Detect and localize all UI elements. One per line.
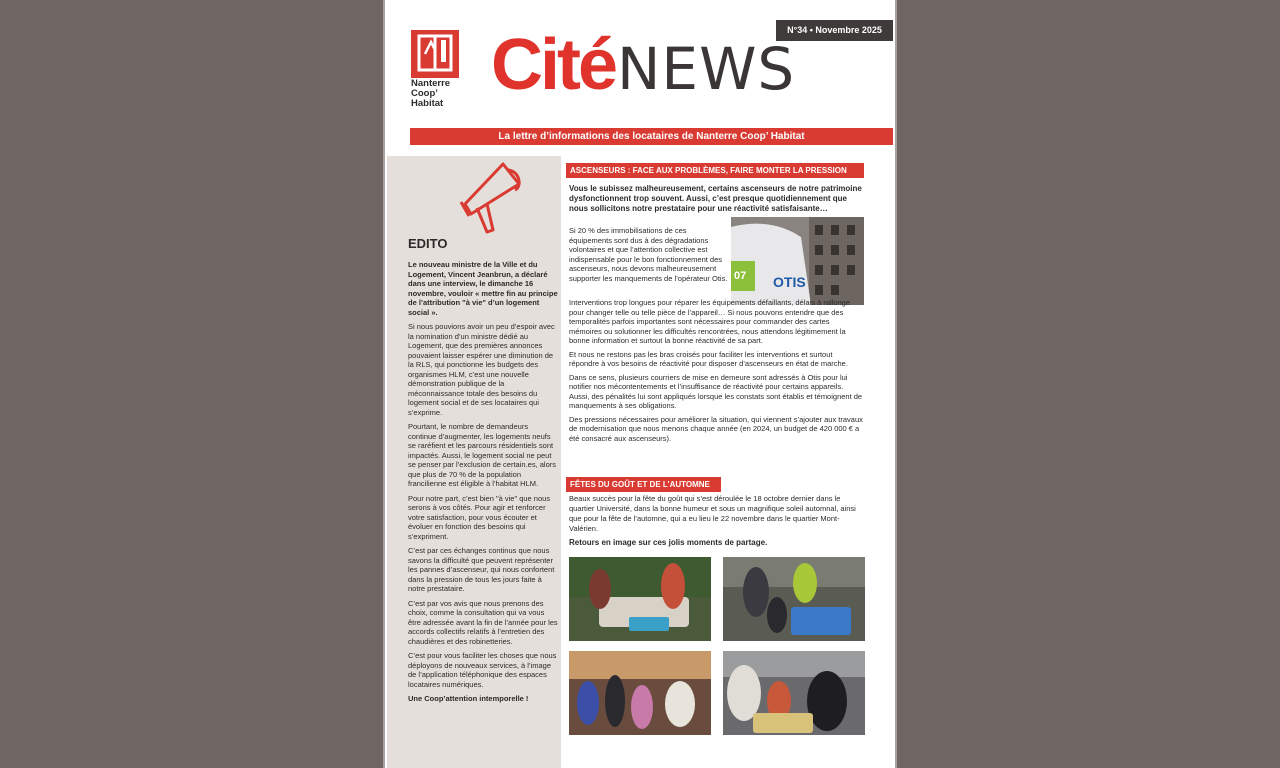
masthead-news: NEWS: [617, 35, 796, 103]
event-photo: [723, 651, 865, 735]
edito-column: [387, 156, 561, 768]
edito-heading: EDITO: [408, 236, 448, 251]
van-number: 07: [734, 270, 747, 282]
lifts-paragraph: Si 20 % des immobilisations de ces équipements sont dus à des dégradations volontaires et que l’attention collective est indispensable pour le bon fonctionnement des ascenseurs, nous devons malheureusement supporter les manquements de l’opérateur Otis.: [569, 226, 728, 283]
otis-van-photo: [731, 217, 864, 305]
tagline-banner: La lettre d’informations des locataires de Nanterre Coop’ Habitat: [410, 128, 893, 145]
logo-line-2: Coop’: [411, 88, 438, 99]
van-brand: OTIS: [773, 274, 806, 290]
megaphone-icon: [459, 162, 527, 236]
edito-paragraph: C’est par ces échanges continus que nous savons la difficulté que peuvent représenter les pannes d’ascenseur, qui nous confortent dans la pression de tous les jours faite à notre prestataire.: [408, 546, 555, 593]
event-photo: [569, 651, 711, 735]
fetes-heading: FÊTES DU GOÛT ET DE L’AUTOMNE: [566, 477, 721, 492]
fetes-text: Beaux succès pour la fête du goût qui s’est déroulée le 18 octobre dernier dans le quartier Université, dans la bonne humeur et sous un magnifique soleil automnal, ainsi que pour la fête de l’automne, qui a eu lieu le 22 novembre dans le quartier Mont-Valérien.: [569, 494, 856, 533]
edito-lead: Le nouveau ministre de la Ville et du Logement, Vincent Jeanbrun, a déclaré dans une interview, le dimanche 16 novembre, vouloir « mettre fin au principe de l’attribution "à vie" d’un logement social ».: [408, 260, 558, 317]
edito-paragraph: C’est par vos avis que nous prenons des choix, comme la consultation qui va vous être adressée avant la fin de l’année pour les accords collectifs relatifs à l’entretien des chaudières et des robinetteries.: [408, 598, 558, 646]
lifts-paragraph: Et nous ne restons pas les bras croisés pour faciliter les interventions et surtout répondre à vos besoins de réactivité pour disposer d’ascenseurs en état de marche.: [569, 349, 848, 368]
event-photo: [723, 557, 865, 641]
event-photo: [569, 557, 711, 641]
logo-line-3: Habitat: [411, 98, 444, 109]
edito-signoff: Une Coop’attention intemporelle !: [408, 694, 529, 703]
edito-paragraph: Si nous pouvions avoir un peu d’espoir avec la nomination d’un ministre dédié au Logement, que des premières annonces pouvaient laisser espérer une diminution de la RLS, qui ponctionne les budgets des organismes HLM, c’est une nouvelle démonstration publique de la méconnaissance totale des besoins du logement social et de ses locataires qui s’exprime.: [408, 322, 555, 417]
building-logo-icon: [411, 30, 459, 78]
lifts-paragraph: Interventions trop longues pour réparer les équipements défaillants, délais à rallonge pour changer telle ou telle pièce de l’appareil… Si nous pouvons entendre que des temporalités parfois importantes sont nécessaires pour commander des cartes mémoires ou solutionner les difficultés rencontrées, nous attendons légitimement la bonne information et surtout la bonne réactivité de sa part.: [569, 298, 851, 345]
masthead-title: [491, 24, 795, 114]
lifts-intro: Vous le subissez malheureusement, certains ascenseurs de notre patrimoine dysfonctionnent trop souvent. Aussi, c’est presque quotidiennement que nous sollicitons notre prestataire pour une réactivité satisfaisante…: [569, 184, 862, 213]
newsletter-page: [385, 0, 895, 768]
lifts-paragraph: Des pressions nécessaires pour améliorer la situation, qui viennent s’ajouter aux travaux de modernisation que nous menons chaque année (en 2024, un budget de 420 000 € a été consacré aux ascenseurs).: [569, 414, 863, 443]
fetes-caption: Retours en image sur ces jolis moments de partage.: [569, 538, 768, 547]
issue-badge: N°34 • Novembre 2025: [776, 20, 893, 41]
edito-paragraph: C’est pour vous faciliter les choses que nous déployons de nouveaux services, à l’image de l’application téléphonique des espaces locataires numériques.: [408, 651, 557, 689]
publisher-logo: [411, 30, 463, 109]
masthead-cite: Cité: [491, 25, 616, 105]
lifts-heading: ASCENSEURS : FACE AUX PROBLÈMES, FAIRE MONTER LA PRESSION: [566, 163, 864, 178]
logo-line-1: Nanterre: [411, 78, 451, 89]
lifts-paragraph: Dans ce sens, plusieurs courriers de mise en demeure sont adressés à Otis pour lui notifier nos mécontentements et l’insuffisance de réactivité pour certains appareils. Aussi, des pénalités lui sont appliqués lorsque les constats sont établis et témoignent de manquements à ses obligations.: [569, 372, 863, 410]
page-edge-right: [895, 0, 897, 768]
edito-paragraph: Pourtant, le nombre de demandeurs continue d’augmenter, les logements neufs se raréfient et les parcours résidentiels sont impactés. Aussi, le logement social ne peut se penser par l’exclusion de certain.es, alors que plus de 70 % de la population francilienne est éligible à l’habitat HLM.: [408, 422, 556, 488]
edito-paragraph: Pour notre part, c’est bien "à vie" que nous serons à vos côtés. Pour agir et renforcer votre satisfaction, pour vous écouter et évoluer en fonction des besoins qui s’expriment.: [408, 493, 551, 541]
